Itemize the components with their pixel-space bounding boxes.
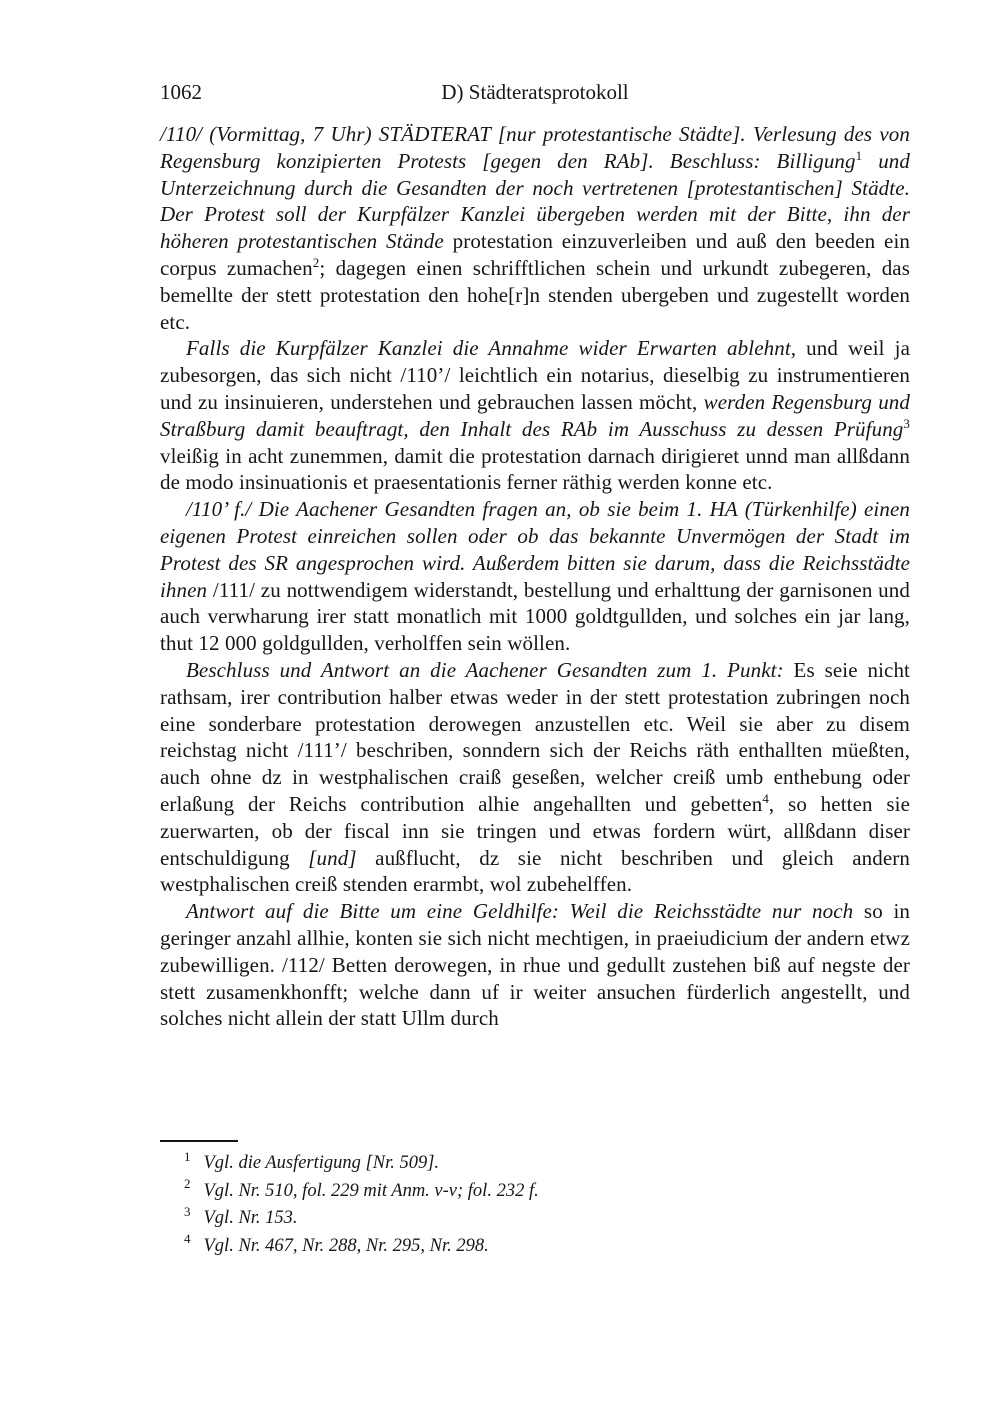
text-segment: vleißig in acht zunemmen, damit die protestation darnach dirigieret unnd man allßdann de modo insinuationis et praesentationis ferner räthig werden konne etc. [160,443,910,495]
text-segment: und Unterzeichnung durch die Gesandten der noch vertretenen [protestantischen] Städte. Der Protest soll der Kurpfälzer Kanzlei übergeben werden mit der Bitte, ihn der höheren protestantischen Stände [160,148,910,254]
text-segment: /110/ (Vormittag, 7 Uhr) STÄDTERAT [nur protestantische Städte]. Verlesung des von Regensburg konzipierten Protests [gegen den RAb]. Beschluss: Billigung [160,122,910,173]
running-head: D) Städteratsprotokoll [441,80,629,104]
footnote-text: Vgl. Nr. 510, fol. 229 mit Anm. v-v; fol. 232 f. [203,1180,539,1201]
text-segment: ; dagegen einen schrifftlichen schein und urkundt zubegeren, das bemellte der stett protestation den hohe[r]n stenden ubergeben und zugestellt worden etc. [160,255,910,334]
text-segment: protestation einzuverleiben und auß den beeden ein corpus zumachen [160,229,910,280]
footnotes-section [160,1140,910,1260]
footnotes-list [160,1150,910,1260]
text-segment: Beschluss und Antwort an die Aachener Gesandten zum 1. Punkt: [186,657,794,682]
footnote-text: Vgl. Nr. 153. [203,1208,298,1228]
paragraph [160,496,910,657]
text-segment: und weil ja zubesorgen, das sich nicht /110’/ leichtlich ein notarius, dieselbig zu instrumentieren und zu insinuieren, understehen und gebrauchen lassen möcht, [160,336,911,414]
paragraph [160,657,910,898]
footnote-marker: 3 [903,415,910,431]
footnote [160,1233,910,1261]
page-header [160,80,910,110]
footnote [160,1150,910,1178]
page-number: 1062 [160,80,202,104]
text-segment: [und] [308,845,357,870]
body-paragraphs [160,121,910,1032]
footnote-number: 3 [184,1203,191,1219]
footnote-text: Vgl. die Ausfertigung [Nr. 509]. [203,1153,440,1173]
paragraph [160,335,910,496]
footnote-marker: 4 [762,790,769,806]
footnote-number: 2 [184,1176,191,1192]
footnote-number: 4 [184,1231,191,1247]
paragraph [160,898,910,1032]
footnote-number: 1 [184,1148,191,1164]
footnote-separator [160,1140,238,1142]
text-segment: Antwort auf die Bitte um eine Geldhilfe: Weil die Reichsstädte nur noch [186,899,864,924]
text-segment: außflucht, dz sie nicht beschriben und gleich andern westphalischen creiß stenden erarmbt, wol zubehelffen. [160,845,910,897]
footnote-marker: 1 [855,147,863,163]
paragraph [160,121,910,335]
text-segment: , so hetten sie zuerwarten, ob der fiscal inn sie tringen und etwas fordern würt, allßdann diser entschuldigung [160,791,910,870]
footnote-text: Vgl. Nr. 467, Nr. 288, Nr. 295, Nr. 298. [203,1235,489,1256]
text-segment: /111/ zu nottwendigem widerstandt, bestellung und erhalttung der garnisonen und auch verwharung irer statt monatlich mit 1000 goldtgullden, und solches ein jar lang, thut 12 000 goldgullden, verholffen sein wöllen. [160,577,910,656]
text-segment: Falls die Kurpfälzer Kanzlei die Annahme wider Erwarten ablehnt, [186,336,797,361]
text-segment: werden Regensburg und Straßburg damit beauftragt, den Inhalt des RAb im Ausschuss zu dessen Prüfung [160,389,910,441]
footnote [160,1205,910,1233]
text-segment: so in geringer anzahl allhie, konten sie sich nicht mechtigen, in praeiudicium der andern etwz zubewilligen. /112/ Betten derowegen, in rhue und gedullt zustehen biß auf negste der stett zusamenkhonfft; welche dann uf ir weiter ansuchen fürderlich angestellt, und solches nicht allein der statt Ullm durch [160,899,910,1031]
text-segment: Es seie nicht rathsam, irer contribution halber etwas weder in der stett protestation zubringen noch eine sonderbare protestation derowegen anzustellen etc. Weil sie aber zu disem reichstag nicht /111’/ beschriben, sonndern sich der Reichs räth enthallten müeßten, auch ohne dz in westphalischen craiß geseßen, welcher creiß umb enthebung oder erlaßung der Reichs contribution alhie angehallten und gebetten [160,657,910,816]
text-segment: /110’ f./ Die Aachener Gesandten fragen an, ob sie beim 1. HA (Türkenhilfe) einen eigenen Protest einreichen sollen oder ob das bekannte Unvermögen der Stadt im Protest des SR angesprochen wird. Außerdem bitten sie darum, dass die Reichsstädte ihnen [160,497,910,602]
footnote-marker: 2 [312,254,320,270]
footnote [160,1178,910,1206]
